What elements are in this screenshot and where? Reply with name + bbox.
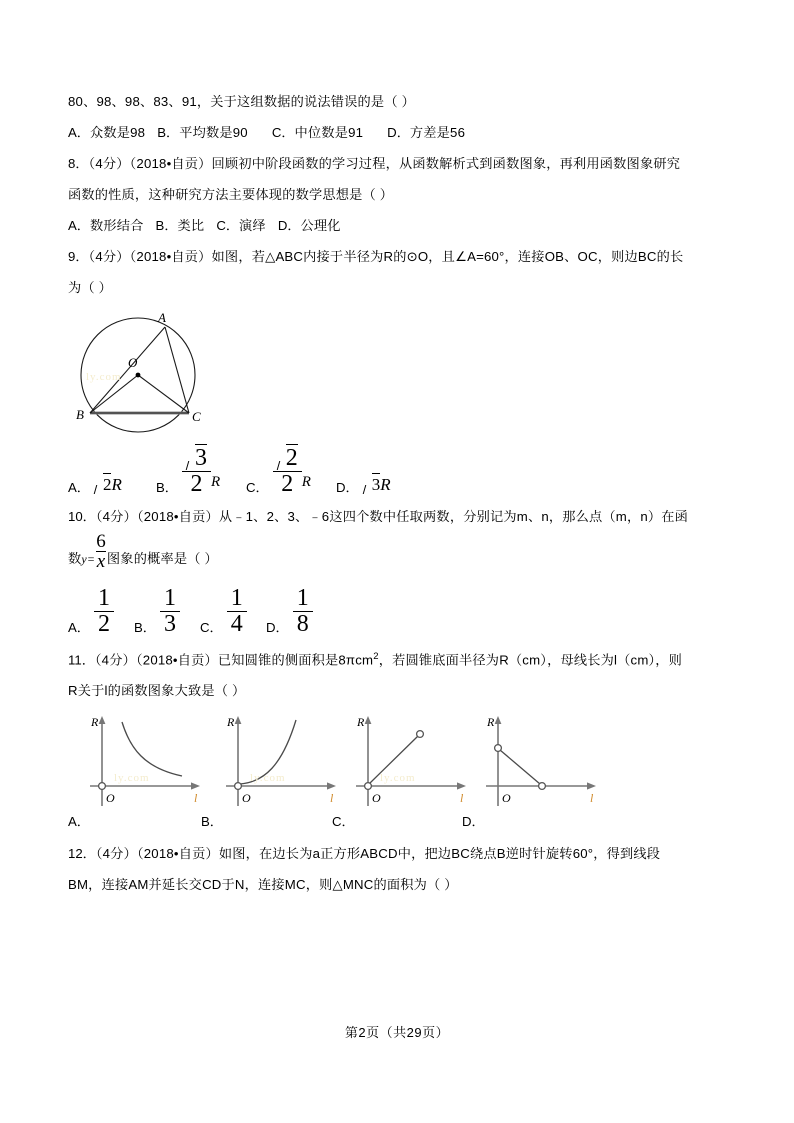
q10-stem-prefix: 数: [68, 551, 82, 566]
q9-option-b-denominator: 2: [182, 471, 211, 497]
q9-option-b-tail: R: [210, 474, 221, 490]
segment-ac: [165, 327, 189, 413]
q10-option-c-label: C．: [200, 620, 223, 635]
q10-stem-fraction: [96, 532, 106, 571]
q11-graph-a: [90, 714, 210, 819]
q8-option-a-label: A．: [68, 218, 90, 233]
label-b: B: [76, 407, 84, 422]
q9-option-d-radicand: 3: [371, 475, 381, 494]
q9-option-c-label: C．: [246, 480, 269, 495]
q9-figure: [68, 309, 368, 437]
graph-b-origin-label: O: [242, 791, 251, 806]
page-footer: 第2页（共29页）: [344, 1025, 450, 1040]
q7-option-b-label: B．: [157, 125, 180, 140]
q10-fraction-numerator: 6: [96, 531, 106, 552]
q11-option-d-label: D．: [462, 814, 485, 830]
q8-option-b-label: B．: [155, 218, 178, 233]
graph-d-xaxis-arrow: [587, 783, 596, 790]
q9-source: （2018•自贡）: [129, 249, 212, 264]
q8-option-c-text: 演绎: [239, 218, 266, 233]
q9-stem-line2: 为（ ）: [68, 280, 113, 295]
q9-option-c-denominator: 2: [273, 471, 302, 497]
q9-option-b: [156, 444, 220, 497]
q10-option-b-numerator: 1: [163, 585, 176, 612]
q12-stem-line2: BM，连接AM并延长交CD于N，连接MC，则△MNC的面积为（ ）: [68, 877, 458, 893]
q10-fraction-denominator: x: [96, 551, 106, 572]
q11-stem-line1: [68, 641, 728, 675]
q10-option-b-fraction: [160, 586, 180, 637]
q9-option-c-tail: R: [301, 474, 311, 490]
graph-d-endpoint-lower-open: [539, 783, 546, 790]
q8-points: （4分）: [88, 156, 130, 171]
graph-c-yaxis-label: R: [357, 715, 365, 730]
graph-a-xaxis-label: l: [194, 791, 198, 806]
graph-a-yaxis-arrow: [99, 716, 106, 724]
watermark-text-a: ly.com: [114, 772, 150, 785]
q9-stem-text1: 如图，若△ABC内接于半径为R的⊙O，且∠A=60°，连接OB、OC，则边BC的长: [211, 249, 684, 264]
q11-stem-text1b: ，若圆锥底面半径为R（cm），母线长为l（cm），则: [378, 652, 683, 668]
graph-d-yaxis-label: R: [487, 715, 495, 730]
q8-option-d-label: D．: [277, 218, 301, 233]
q9-option-c-fraction: [273, 444, 302, 497]
graph-d-yaxis-arrow: [495, 716, 502, 724]
q10-stem-line1: [68, 501, 728, 532]
q10-option-d-label: D．: [266, 620, 289, 635]
q8-stem-line1: [68, 148, 728, 179]
q8-option-b-text: 类比: [177, 218, 205, 233]
q9-option-a-label: A．: [68, 480, 90, 495]
q7-option-d-text: 方差是56: [409, 125, 466, 140]
q9-option-a-tail: R: [111, 475, 122, 494]
q7-option-a-text: 众数是98: [89, 125, 146, 140]
q7-option-a-label: A．: [68, 125, 90, 140]
graph-d-xaxis-label: l: [590, 791, 594, 806]
q10-option-d: [266, 586, 313, 637]
q8-stem-line2: 函数的性质，这种研究方法主要体现的数学思想是（ ）: [68, 187, 394, 202]
q10-option-d-denominator: 8: [293, 611, 313, 637]
q9-points: （4分）: [88, 249, 130, 264]
q9-option-b-numerator: [182, 444, 211, 471]
q10-option-c-fraction: [227, 586, 247, 637]
q11-stem-superscript: 2: [373, 651, 379, 662]
label-o: O: [128, 355, 138, 370]
graph-a-curve: [122, 722, 182, 776]
q10-option-a-fraction: [94, 586, 114, 637]
q12-points: （4分）: [95, 846, 137, 862]
q10-source: （2018•自贡）: [136, 509, 219, 524]
graph-b-svg: [226, 714, 346, 814]
q9-option-c-radicand: 2: [285, 445, 298, 472]
q11-graph-c: [356, 714, 476, 819]
q12-stem-line1: [68, 838, 728, 869]
watermark-text-c: ly.com: [380, 772, 416, 785]
q10-option-b: [134, 586, 180, 637]
q9-option-a-value: [94, 470, 122, 497]
center-point-o: [136, 373, 141, 378]
q9-option-b-label: B．: [156, 480, 178, 495]
q11-stem-line2: R关于l的函数图象大致是（ ）: [68, 683, 246, 699]
q11-option-a-label: A．: [68, 814, 90, 830]
graph-a-origin-label: O: [106, 791, 115, 806]
q11-stem-text1a: 已知圆锥的侧面积是8πcm: [217, 652, 374, 668]
q9-options: [68, 439, 728, 497]
q8-source: （2018•自贡）: [129, 156, 212, 171]
q9-option-d: [336, 470, 391, 497]
q8-stem-text1: 回顾初中阶段函数的学习过程，从函数解析式到函数图象，再利用函数图象研究: [211, 156, 681, 171]
q7-option-c-label: C．: [271, 125, 295, 140]
graph-c-svg: [356, 714, 476, 814]
q7-option-b-text: 平均数是90: [179, 125, 248, 140]
q9-option-a: [68, 470, 122, 497]
q11-graph-options: [68, 714, 728, 832]
graph-c-yaxis-arrow: [365, 716, 372, 724]
graph-b-xaxis-label: l: [330, 791, 334, 806]
q10-option-d-fraction: [293, 586, 313, 637]
graph-d-endpoint-upper-open: [495, 745, 502, 752]
label-c: C: [192, 409, 201, 424]
q9-option-b-radicand: 3: [194, 445, 207, 472]
q10-points: （4分）: [95, 509, 137, 524]
q9-option-d-tail: R: [380, 475, 391, 494]
q9-option-d-label: D．: [336, 480, 359, 495]
graph-c-origin-point: [365, 783, 372, 790]
q10-stem-y: y=: [81, 552, 96, 566]
q10-number: 10．: [68, 509, 96, 524]
q9-option-a-radicand: 2: [102, 475, 112, 494]
watermark-text: ly.com: [86, 371, 122, 383]
segment-ab: [90, 327, 165, 413]
q7-options: [68, 117, 728, 148]
q7-option-c-text: 中位数是91: [294, 125, 364, 140]
q10-option-a-denominator: 2: [94, 611, 114, 637]
graph-d-segment: [500, 750, 540, 784]
graph-d-origin-label: O: [502, 791, 511, 806]
q8-number: 8．: [68, 156, 89, 171]
graph-b-origin-point: [235, 783, 242, 790]
q10-option-b-label: B．: [134, 620, 156, 635]
q10-stem-line2: [68, 532, 728, 581]
q8-option-d-text: 公理化: [300, 218, 341, 233]
q9-number: 9．: [68, 249, 89, 264]
q11-graph-d: [486, 714, 606, 819]
q10-option-a: [68, 586, 114, 637]
q7-stem: 80、98、98、83、91，关于这组数据的说法错误的是（ ）: [68, 94, 415, 109]
graph-a-origin-point: [99, 783, 106, 790]
page-content: [68, 86, 728, 900]
graph-b-xaxis-arrow: [327, 783, 336, 790]
q10-option-a-label: A．: [68, 620, 90, 635]
q9-stem-line1: [68, 241, 728, 272]
q9-option-c: [246, 444, 311, 497]
graph-c-xaxis-label: l: [460, 791, 464, 806]
q10-option-c-numerator: 1: [230, 585, 243, 612]
q12-number: 12．: [68, 846, 96, 862]
q9-option-b-fraction: [182, 444, 211, 497]
q9-option-c-numerator: [273, 444, 302, 471]
q10-option-b-denominator: 3: [160, 611, 180, 637]
q8-option-c-label: C．: [216, 218, 240, 233]
segment-oc: [138, 375, 189, 413]
q11-source: （2018•自贡）: [136, 652, 218, 668]
q8-options: [68, 210, 728, 241]
graph-a-yaxis-label: R: [91, 715, 99, 730]
q8-option-a-text: 数形结合: [89, 218, 144, 233]
q12-stem-text1: 如图，在边长为a正方形ABCD中，把边BC绕点B逆时针旋转60°，得到线段: [218, 846, 661, 862]
label-a: A: [158, 310, 166, 325]
graph-d-svg: [486, 714, 606, 814]
q10-option-c-denominator: 4: [227, 611, 247, 637]
graph-b-yaxis-arrow: [235, 716, 242, 724]
q10-stem-text1: 从﹣1、2、3、﹣6这四个数中任取两数，分别记为m、n，那么点（m，n）在函: [218, 509, 689, 524]
graph-b-yaxis-label: R: [227, 715, 235, 730]
q10-stem-suffix: 图象的概率是（ ）: [106, 551, 218, 566]
q12-source: （2018•自贡）: [136, 846, 219, 862]
q10-option-d-numerator: 1: [296, 585, 309, 612]
q11-points: （4分）: [94, 652, 136, 668]
graph-c-endpoint-open: [417, 731, 424, 738]
q11-option-b-label: B．: [201, 814, 223, 830]
q11-graph-b: [226, 714, 346, 819]
q10-option-a-numerator: 1: [97, 585, 110, 612]
graph-a-xaxis-arrow: [191, 783, 200, 790]
q11-option-c-label: C．: [332, 814, 355, 830]
graph-c-origin-label: O: [372, 791, 381, 806]
graph-c-xaxis-arrow: [457, 783, 466, 790]
q11-number: 11．: [68, 652, 95, 668]
q10-option-c: [200, 586, 247, 637]
graph-a-svg: [90, 714, 210, 814]
q7-option-d-label: D．: [387, 125, 410, 140]
watermark-text-b: ly.com: [250, 772, 286, 785]
q10-options: [68, 583, 728, 637]
q9-option-d-value: [363, 470, 391, 497]
